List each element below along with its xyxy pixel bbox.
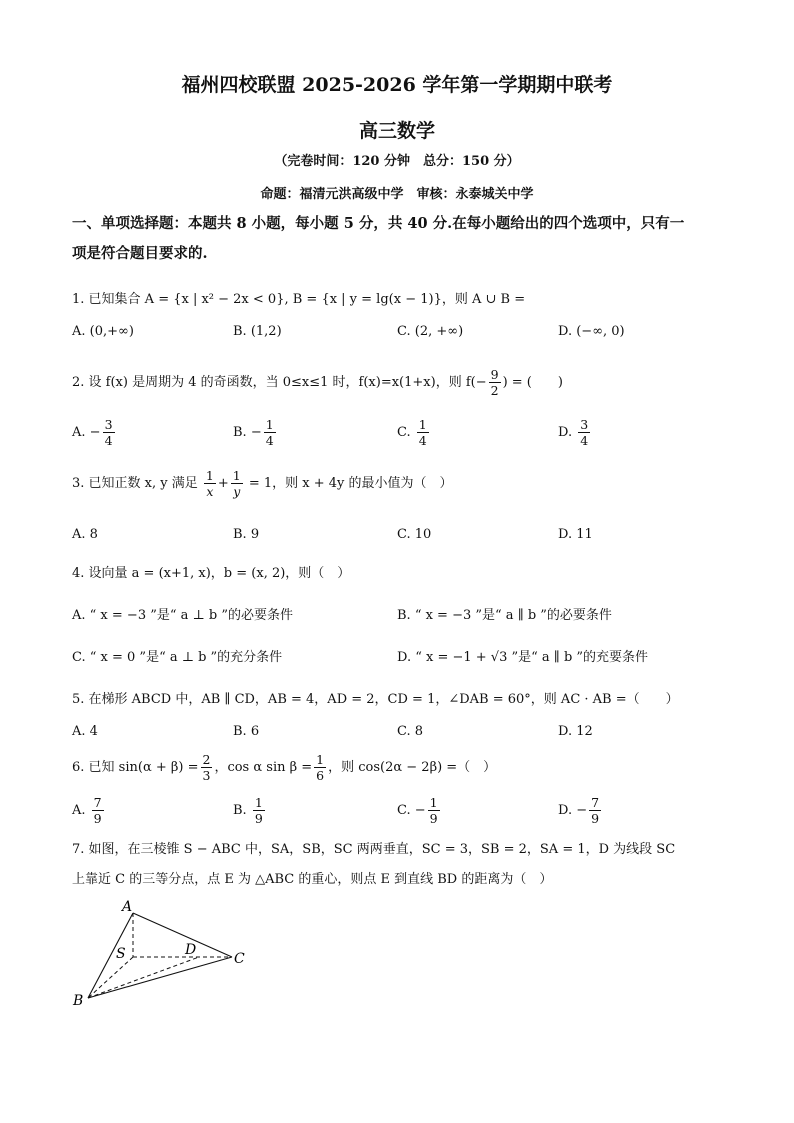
question-7-line1: 7. 如图，在三棱锥 S − ABC 中，SA，SB，SC 两两垂直，SC = 3，SB = 2，SA = 1，D 为线段 SC <box>72 842 676 857</box>
question-1-option-d: D. (−∞, 0) <box>558 324 625 339</box>
question-1-option-a: A. (0,+∞) <box>72 324 134 339</box>
question-2-option-a: A. − $\frac{3}{4}$ <box>72 417 113 448</box>
section-heading-line1: 一、单项选择题：本题共 8 小题，每小题 5 分，共 40 分.在每小题给出的四个选项中，只有一 <box>72 215 685 232</box>
edge-bc <box>88 957 232 998</box>
label-c: C <box>234 951 245 967</box>
question-3-option-d: D. 11 <box>558 527 593 542</box>
question-4-stem: 4. 设向量 a = (x+1, x)，b = (x, 2)，则（ ） <box>72 566 351 581</box>
question-2-option-b: B. − $\frac{1}{4}$ <box>233 417 274 448</box>
label-b: B <box>73 993 84 1009</box>
question-3-option-a: A. 8 <box>72 527 98 542</box>
question-5-option-d: D. 12 <box>558 724 593 739</box>
section-heading-line2: 项是符合题目要求的. <box>72 245 208 262</box>
question-3-stem: 3. 已知正数 x, y 满足 $\frac{1}{x}$ + $\frac{1}{y}$ = 1，则 x + 4y 的最小值为（ ） <box>72 468 453 499</box>
question-2-stem: 2. 设 f(x) 是周期为 4 的奇函数，当 0≤x≤1 时，f(x)=x(1+x)，则 f(− $\frac{9}{2}$ ) = ( ) <box>72 367 563 398</box>
question-5-option-b: B. 6 <box>233 724 260 739</box>
label-s: S <box>116 946 126 962</box>
question-4-option-d: D. “ x = −1 + √3 ”是“ a ∥ b ”的充要条件 <box>397 650 649 665</box>
question-3-option-b: B. 9 <box>233 527 260 542</box>
exam-authors: 命题：福清元洪高级中学 审核：永泰城关中学 <box>260 187 534 202</box>
label-a: A <box>122 899 133 915</box>
subject-title: 高三数学 <box>358 120 435 142</box>
label-d: D <box>185 942 197 958</box>
question-6-option-c: C. − $\frac{1}{9}$ <box>397 795 438 826</box>
question-2-option-d: D. $\frac{3}{4}$ <box>558 417 589 448</box>
question-4-option-a: A. “ x = −3 ”是“ a ⊥ b ”的必要条件 <box>72 608 293 623</box>
question-4-option-b: B. “ x = −3 ”是“ a ∥ b ”的必要条件 <box>397 608 612 623</box>
question-7-line2: 上靠近 C 的三等分点，点 E 为 △ABC 的重心，则点 E 到直线 BD 的距离为（ ） <box>72 872 553 887</box>
pyramid-figure <box>60 895 260 1010</box>
question-6-option-d: D. − $\frac{7}{9}$ <box>558 795 600 826</box>
question-3-option-c: C. 10 <box>397 527 432 542</box>
question-1-option-b: B. (1,2) <box>233 324 282 339</box>
question-6-stem: 6. 已知 sin(α + β) = $\frac{2}{3}$ ，cos α sin β = $\frac{1}{6}$ ，则 cos(2α − 2β) =（ ） <box>72 752 497 783</box>
question-5-option-a: A. 4 <box>72 724 98 739</box>
question-6-option-b: B. $\frac{1}{9}$ <box>233 795 263 826</box>
question-2-option-c: C. $\frac{1}{4}$ <box>397 417 427 448</box>
edge-ab <box>88 913 133 998</box>
exam-info: （完卷时间：120 分钟 总分：150 分） <box>274 154 520 169</box>
question-5-stem: 5. 在梯形 ABCD 中，AB ∥ CD，AB = 4，AD = 2，CD = 1，∠DAB = 60°，则 AC · AB =（ ） <box>72 692 679 707</box>
question-5-option-c: C. 8 <box>397 724 424 739</box>
edge-bd <box>88 957 199 998</box>
edge-ac <box>133 913 232 957</box>
question-1-stem: 1. 已知集合 A = {x | x² − 2x < 0}, B = {x | y = lg(x − 1)}，则 A ∪ B = <box>72 292 526 307</box>
question-6-option-a: A. $\frac{7}{9}$ <box>72 795 102 826</box>
exam-title: 福州四校联盟 2025-2026 学年第一学期期中联考 <box>181 74 613 96</box>
question-1-option-c: C. (2, +∞) <box>397 324 464 339</box>
question-4-option-c: C. “ x = 0 ”是“ a ⊥ b ”的充分条件 <box>72 650 283 665</box>
